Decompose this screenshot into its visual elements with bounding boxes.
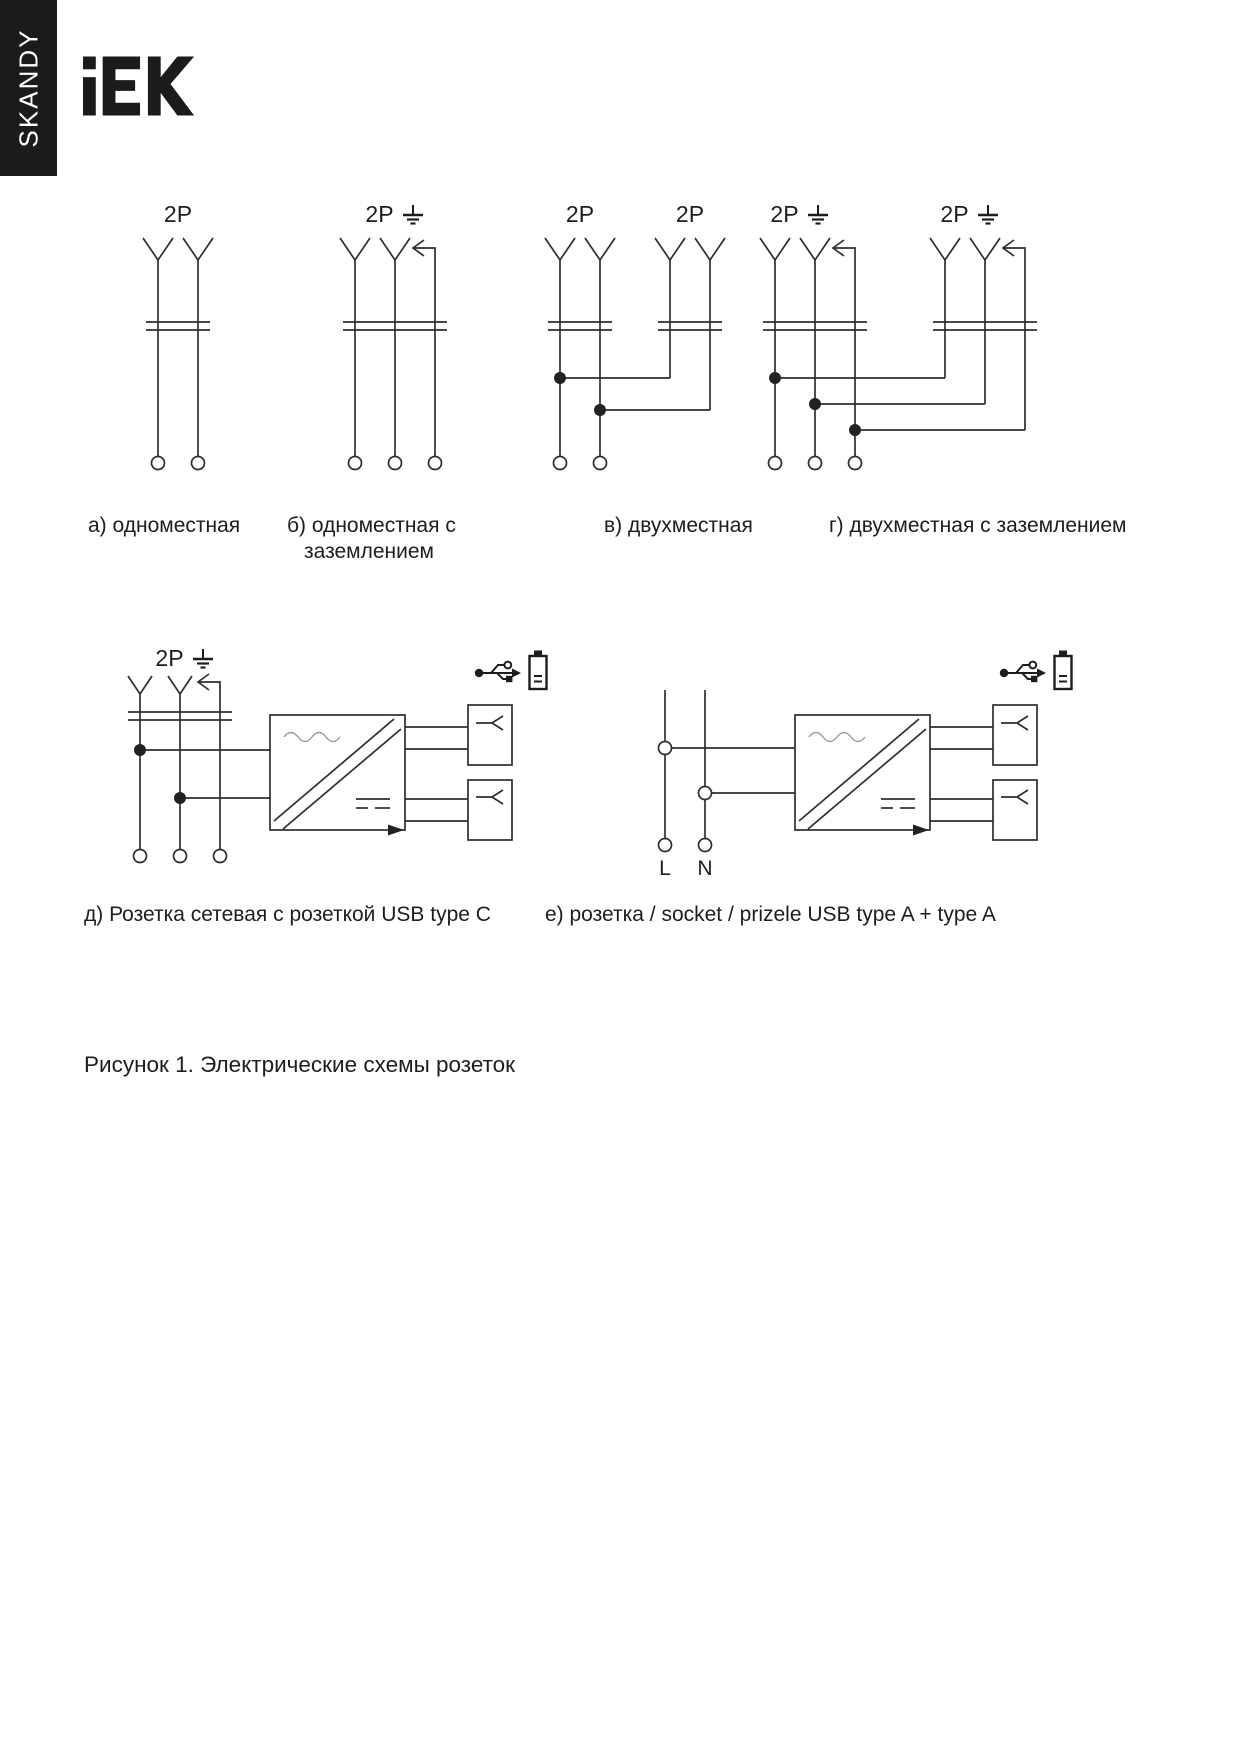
socket-contact-icon [760,238,790,260]
pole-label-text: 2P [365,201,394,227]
junction-dot [809,398,821,410]
caption-a: а) одноместная [88,514,241,537]
usb-icon [999,652,1049,692]
pole-label-text: 2P [770,201,799,227]
diagram-d-schematic [120,665,520,870]
socket-contact-icon [930,238,960,260]
terminal-icon [659,742,672,755]
socket-contact-icon [476,790,503,804]
usb-icon [474,652,524,692]
ground-icon [401,204,425,226]
ground-icon [191,648,215,670]
pole-label-text: 2P [675,201,705,227]
terminal-icon [594,457,607,470]
caption-b-line2: заземлением [304,540,434,563]
terminal-icon [699,839,712,852]
socket-contact-icon [143,238,173,260]
diagram-b-schematic [330,225,460,475]
socket-contact-icon [585,238,615,260]
terminal-label-l: L [659,857,671,880]
junction-dot [769,372,781,384]
battery-icon [1052,648,1074,692]
brand-series-label: SKANDY [13,28,43,148]
socket-contact-icon [1001,716,1028,730]
socket-contact-icon [340,238,370,260]
ac-wave-icon [809,733,865,742]
socket-contact-icon [970,238,1000,260]
terminal-icon [134,850,147,863]
earth-contact-icon [413,248,435,456]
earth-contact-icon [1003,248,1025,430]
socket-contact-icon [476,716,503,730]
terminal-icon [554,457,567,470]
socket-contact-icon [800,238,830,260]
caption-d: д) Розетка сетевая с розеткой USB type C [84,903,491,926]
usb-port-box [468,705,512,765]
ground-icon [806,204,830,226]
socket-contact-icon [545,238,575,260]
junction-dot [554,372,566,384]
caption-e: е) розетка / socket / prizele USB type A + type A [545,903,996,926]
pole-label-v-right [640,201,740,228]
usb-port-box [993,780,1037,840]
caption-v: в) двухместная [604,514,753,537]
terminal-icon [174,850,187,863]
pole-label-text: 2P [163,201,193,227]
pole-label-text: 2P [940,201,969,227]
diagram-v-schematic [535,225,735,475]
junction-dot [134,744,146,756]
pole-label-text: 2P [155,645,184,671]
diagram-g-schematic [745,225,1050,475]
junction-dot [849,424,861,436]
earth-contact-icon [833,248,855,456]
figure-caption: Рисунок 1. Электрические схемы розеток [84,1052,516,1077]
pole-label-a [128,201,228,228]
socket-contact-icon [168,676,192,694]
output-arrow-icon [388,825,404,836]
usb-port-box [468,780,512,840]
caption-g: г) двухместная с заземлением [829,514,1127,537]
earth-contact-icon [198,682,220,849]
terminal-icon [192,457,205,470]
pole-label-g-right [915,201,1025,228]
socket-contact-icon [655,238,685,260]
socket-contact-icon [380,238,410,260]
pole-label-text: 2P [565,201,595,227]
terminal-icon [659,839,672,852]
terminal-label-n: N [697,857,713,880]
diagram-e-schematic [640,685,1045,865]
output-arrow-icon [913,825,929,836]
terminal-icon [152,457,165,470]
battery-icon [527,648,549,692]
terminal-icon [349,457,362,470]
brand-sidebar [0,0,57,176]
usb-port-box [993,705,1037,765]
terminal-icon [849,457,862,470]
iek-logo [83,56,201,116]
terminal-icon [809,457,822,470]
pole-label-g-left [745,201,855,228]
pole-label-b [340,201,450,228]
socket-contact-icon [128,676,152,694]
terminal-icon [214,850,227,863]
diagram-a-schematic [130,225,230,475]
socket-contact-icon [695,238,725,260]
terminal-icon [389,457,402,470]
pole-label-d [130,645,240,672]
socket-contact-icon [1001,790,1028,804]
pole-label-v-left [530,201,630,228]
caption-b-line1: б) одноместная с [287,514,456,537]
socket-contact-icon [183,238,213,260]
terminal-icon [699,787,712,800]
ac-wave-icon [284,733,340,742]
junction-dot [174,792,186,804]
terminal-icon [429,457,442,470]
ground-icon [976,204,1000,226]
terminal-icon [769,457,782,470]
junction-dot [594,404,606,416]
